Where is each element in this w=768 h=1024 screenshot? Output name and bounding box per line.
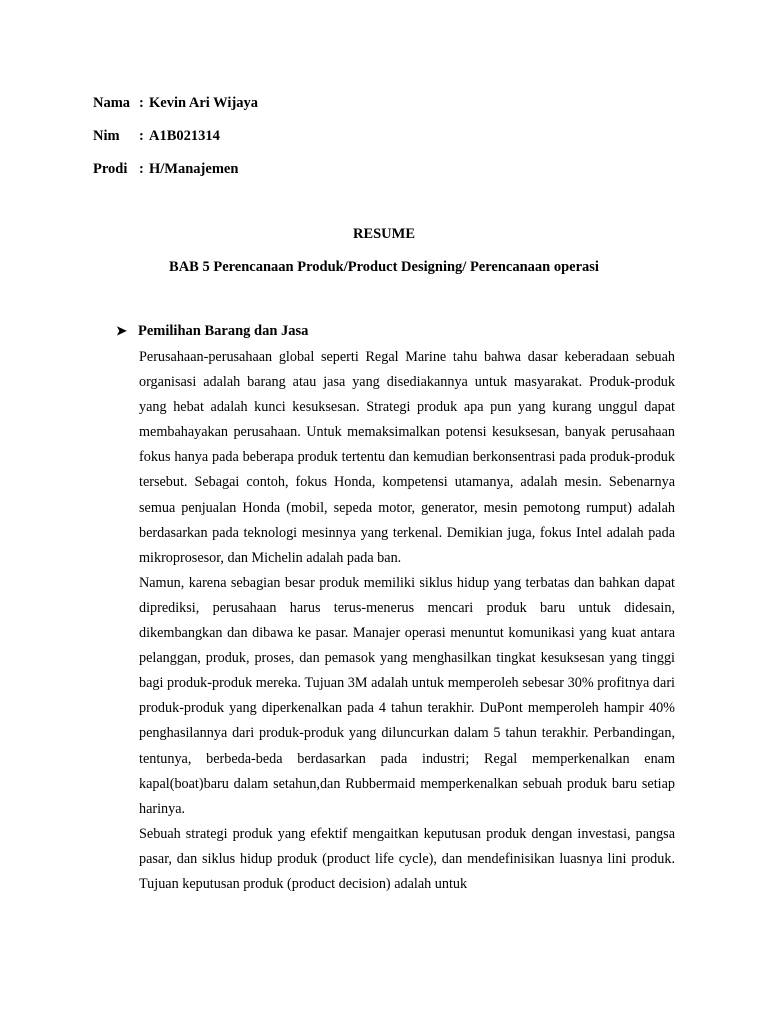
nim-value: A1B021314 xyxy=(149,128,220,144)
prodi-separator: : xyxy=(139,161,144,177)
paragraph: Perusahaan-perusahaan global seperti Regal Marine tahu bahwa dasar keberadaan sebuah organisasi adalah barang atau jasa yang disediakannya untuk masyarakat. Produk-produk yang hebat adalah kunci kesuksesan. Strategi produk apa pun yang kurang unggul dapat membahayakan perusahaan. Untuk memaksimalkan potensi kesuksesan, banyak perusahaan fokus hanya pada beberapa produk tertentu dan kemudian berkonsentrasi pada produk-produk tersebut. Sebagai contoh, fokus Honda, kompetensi utamanya, adalah mesin. Sebenarnya semua penjualan Honda (mobil, sepeda motor, generator, mesin pemotong rumput) adalah berdasarkan pada teknologi mesinnya yang terkenal. Demikian juga, fokus Intel adalah pada mikroprosesor, dan Michelin adalah pada ban. xyxy=(139,349,675,566)
student-prodi-row xyxy=(93,160,238,178)
document-title: RESUME xyxy=(352,226,416,242)
section-heading: Pemilihan Barang dan Jasa xyxy=(138,323,309,339)
section-heading-row xyxy=(116,322,308,340)
student-name-row xyxy=(93,94,258,112)
paragraph: Sebuah strategi produk yang efektif mengaitkan keputusan produk dengan investasi, pangsa pasar, dan siklus hidup produk (product life cycle), dan mendefinisikan luasnya lini produk. Tujuan keputusan produk (product decision) adalah untuk xyxy=(139,825,675,892)
prodi-label: Prodi xyxy=(93,161,128,177)
student-nim-row xyxy=(93,127,220,145)
arrow-bullet-icon: ➤ xyxy=(116,323,127,338)
nim-separator: : xyxy=(139,128,144,144)
name-label: Nama xyxy=(93,95,131,111)
prodi-value: H/Manajemen xyxy=(149,161,239,177)
nim-label: Nim xyxy=(93,128,120,144)
section-body xyxy=(139,345,675,897)
paragraph: Namun, karena sebagian besar produk memiliki siklus hidup yang terbatas dan bahkan dapat diprediksi, perusahaan harus terus-menerus mencari produk baru untuk didesain, dikembangkan dan dibawa ke pasar. Manajer operasi menuntut komunikasi yang kuat antara pelanggan, produk, proses, dan pemasok yang menghasilkan tingkat kesuksesan yang tinggi bagi produk-produk mereka. Tujuan 3M adalah untuk memperoleh sebesar 30% profitnya dari produk-produk yang diperkenalkan pada 4 tahun terakhir. DuPont memperoleh hampir 40% penghasilannya dari produk-produk yang diluncurkan dalam 5 tahun terakhir. Perbandingan, tentunya, berbeda-beda berdasarkan pada industri; Regal memperkenalkan enam kapal(boat)baru dalam setahun,dan Rubbermaid memperkenalkan sebuah produk baru setiap harinya. xyxy=(139,574,675,817)
name-separator: : xyxy=(139,95,144,111)
document-subtitle: BAB 5 Perencanaan Produk/Product Designing/ Perencanaan operasi xyxy=(169,259,599,275)
name-value: Kevin Ari Wijaya xyxy=(149,95,259,111)
